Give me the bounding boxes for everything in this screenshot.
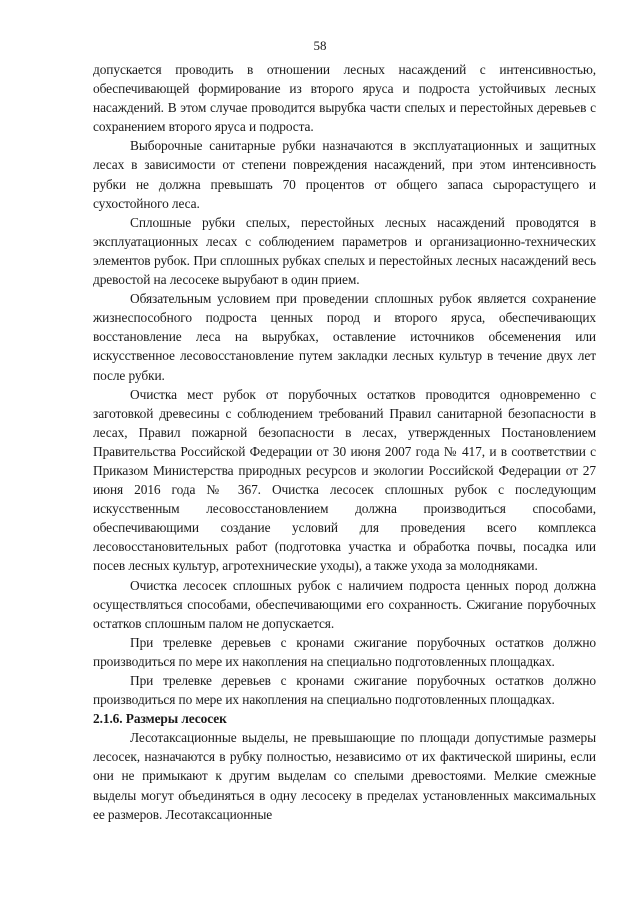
paragraph-selective-sanitary-cuttings: Выборочные санитарные рубки назначаются в эксплуатационных и защитных лесах в зависимости от степени повреждения насаждений, при этом интенсивность рубки не должна превышать 70 процентов от общего запаса сырорастущего и сухостойного леса. xyxy=(93,138,596,211)
paragraph-continuation: допускается проводить в отношении лесных насаждений с интенсивностью, обеспечивающей формирование из второго яруса и подроста устойчивых лесных насаждений. В этом случае проводится вырубка части спелых и перестойных деревьев с сохранением второго яруса и подроста. xyxy=(93,62,596,135)
body-text xyxy=(93,60,596,824)
paragraph-clear-cuttings: Сплошные рубки спелых, перестойных лесных насаждений проводятся в эксплуатационных лесах с соблюдением параметров и организационно-технических элементов рубок. При сплошных рубках спелых и перестойных лесных насаждений весь древостой на лесосеке вырубают в один прием. xyxy=(93,214,596,288)
paragraph-skidding-burning-1: При трелевке деревьев с кронами сжигание порубочных остатков должно производиться по мере их накопления на специально подготовленных площадках. xyxy=(93,634,596,669)
paragraph-mandatory-condition: Обязательным условием при проведении сплошных рубок является сохранение жизнеспособного подроста ценных пород и второго яруса, обеспечивающих восстановление леса на вырубках, оставление источников обсеменения или искусственное лесовосстановление путем закладки лесных культур в течение двух лет после рубки. xyxy=(93,291,596,383)
section-heading: 2.1.6. Размеры лесосек xyxy=(93,711,227,727)
paragraph-cleaning-with-undergrowth: Очистка лесосек сплошных рубок с наличием подроста ценных пород должна осуществляться способами, обеспечивающими его сохранность. Сжигание порубочных остатков сплошным палом не допускается. xyxy=(93,577,596,631)
paragraph-skidding-burning-2: При трелевке деревьев с кронами сжигание порубочных остатков должно производиться по мере их накопления на специально подготовленных площадках. xyxy=(93,673,596,708)
page-number: 58 xyxy=(313,38,327,53)
paragraph-forest-plot-sizes: Лесотаксационные выделы, не превышающие по площади допустимые размеры лесосек, назначаются в рубку полностью, независимо от их фактической ширины, если они не примыкают к другим выделам со спелыми древостоями. Мелкие смежные выделы могут объединяться в одну лесосеку в пределах установленных максимальных ее размеров. Лесотаксационные xyxy=(93,730,596,822)
paragraph-cleaning-cutting-sites: Очистка мест рубок от порубочных остатков проводится одновременно с заготовкой древесины с соблюдением требований Правил санитарной безопасности в лесах, Правил пожарной безопасности в лесах, утвержденных Постановлением Правительства Российской Федерации от 30 июня 2007 года № 417, и в соответствии с Приказом Министерства природных ресурсов и экологии Российской Федерации от 27 июня 2016 года № 367. Очистка лесосек сплошных рубок с последующим искусственным лесовосстановлением должна производиться способами, обеспечивающими создание условий для проведения всего комплекса лесовосстановительных работ (подготовка участка и обработка почвы, посадка или посев лесных культур, агротехнические уходы), а также ухода за молодняками. xyxy=(93,386,596,574)
